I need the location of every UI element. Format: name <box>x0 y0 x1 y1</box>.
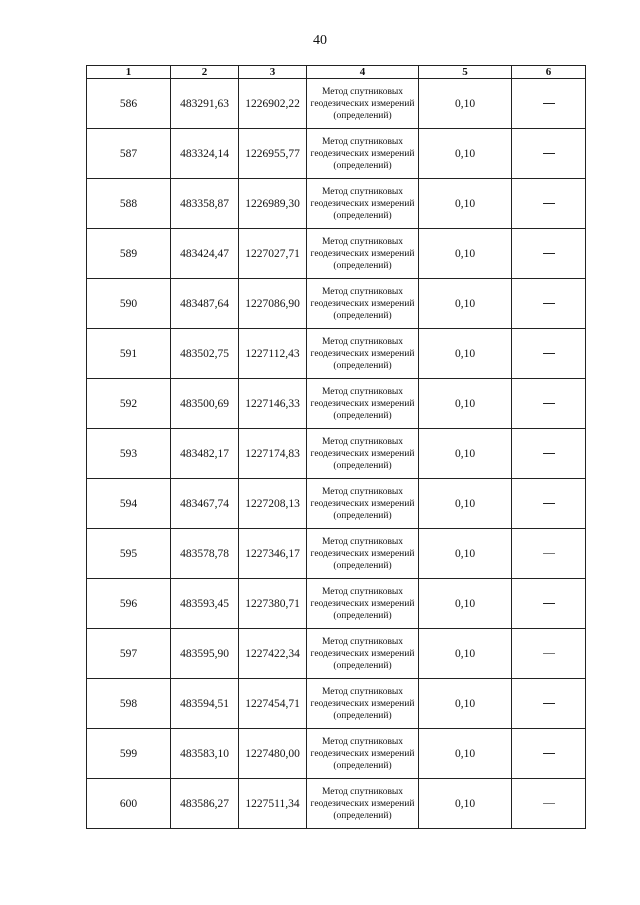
y-coordinate-cell: 1227174,83 <box>239 429 307 479</box>
dash-mark <box>543 503 555 504</box>
point-number-cell: 588 <box>87 179 171 229</box>
table-row <box>87 529 586 579</box>
x-coordinate-cell: 483586,27 <box>171 779 239 829</box>
column-header-3: 3 <box>239 66 307 79</box>
method-cell: Метод спутниковых геодезических измерений (определений) <box>307 479 419 529</box>
accuracy-cell: 0,10 <box>419 329 512 379</box>
method-cell: Метод спутниковых геодезических измерений (определений) <box>307 579 419 629</box>
point-number-cell: 587 <box>87 129 171 179</box>
x-coordinate-cell: 483500,69 <box>171 379 239 429</box>
point-number-cell: 598 <box>87 679 171 729</box>
point-number-cell: 592 <box>87 379 171 429</box>
method-cell: Метод спутниковых геодезических измерений (определений) <box>307 329 419 379</box>
table-row <box>87 329 586 379</box>
y-coordinate-cell: 1227454,71 <box>239 679 307 729</box>
dash-mark <box>543 103 555 104</box>
page-number: 40 <box>313 33 327 48</box>
y-coordinate-cell: 1227422,34 <box>239 629 307 679</box>
dash-mark <box>543 753 555 754</box>
x-coordinate-cell: 483595,90 <box>171 629 239 679</box>
method-cell: Метод спутниковых геодезических измерений (определений) <box>307 79 419 129</box>
point-number-cell: 595 <box>87 529 171 579</box>
note-cell <box>512 429 586 479</box>
y-coordinate-cell: 1226955,77 <box>239 129 307 179</box>
table-row <box>87 129 586 179</box>
accuracy-cell: 0,10 <box>419 179 512 229</box>
method-cell: Метод спутниковых геодезических измерений (определений) <box>307 129 419 179</box>
x-coordinate-cell: 483487,64 <box>171 279 239 329</box>
dash-mark <box>543 353 555 354</box>
method-cell: Метод спутниковых геодезических измерений (определений) <box>307 529 419 579</box>
table-row <box>87 279 586 329</box>
note-cell <box>512 129 586 179</box>
note-cell <box>512 579 586 629</box>
dash-mark <box>543 153 555 154</box>
point-number-cell: 596 <box>87 579 171 629</box>
method-cell: Метод спутниковых геодезических измерений (определений) <box>307 729 419 779</box>
method-cell: Метод спутниковых геодезических измерений (определений) <box>307 229 419 279</box>
x-coordinate-cell: 483593,45 <box>171 579 239 629</box>
note-cell <box>512 379 586 429</box>
dash-mark <box>543 253 555 254</box>
method-cell: Метод спутниковых геодезических измерений (определений) <box>307 179 419 229</box>
x-coordinate-cell: 483424,47 <box>171 229 239 279</box>
x-coordinate-cell: 483583,10 <box>171 729 239 779</box>
accuracy-cell: 0,10 <box>419 379 512 429</box>
dash-mark <box>543 603 555 604</box>
point-number-cell: 590 <box>87 279 171 329</box>
table-row <box>87 229 586 279</box>
y-coordinate-cell: 1226902,22 <box>239 79 307 129</box>
x-coordinate-cell: 483482,17 <box>171 429 239 479</box>
point-number-cell: 594 <box>87 479 171 529</box>
y-coordinate-cell: 1227511,34 <box>239 779 307 829</box>
point-number-cell: 599 <box>87 729 171 779</box>
dash-mark <box>543 203 555 204</box>
column-header-1: 1 <box>87 66 171 79</box>
column-header-6: 6 <box>512 66 586 79</box>
method-cell: Метод спутниковых геодезических измерений (определений) <box>307 279 419 329</box>
y-coordinate-cell: 1227112,43 <box>239 329 307 379</box>
x-coordinate-cell: 483594,51 <box>171 679 239 729</box>
method-cell: Метод спутниковых геодезических измерений (определений) <box>307 629 419 679</box>
note-cell <box>512 779 586 829</box>
note-cell <box>512 229 586 279</box>
table-row <box>87 429 586 479</box>
y-coordinate-cell: 1227027,71 <box>239 229 307 279</box>
method-cell: Метод спутниковых геодезических измерений (определений) <box>307 779 419 829</box>
note-cell <box>512 679 586 729</box>
y-coordinate-cell: 1227480,00 <box>239 729 307 779</box>
accuracy-cell: 0,10 <box>419 129 512 179</box>
dash-mark <box>543 653 555 654</box>
note-cell <box>512 179 586 229</box>
point-number-cell: 591 <box>87 329 171 379</box>
note-cell <box>512 279 586 329</box>
coordinates-table <box>86 65 586 829</box>
point-number-cell: 589 <box>87 229 171 279</box>
y-coordinate-cell: 1227146,33 <box>239 379 307 429</box>
dash-mark <box>543 803 555 804</box>
accuracy-cell: 0,10 <box>419 529 512 579</box>
x-coordinate-cell: 483502,75 <box>171 329 239 379</box>
point-number-cell: 593 <box>87 429 171 479</box>
column-header-2: 2 <box>171 66 239 79</box>
accuracy-cell: 0,10 <box>419 679 512 729</box>
accuracy-cell: 0,10 <box>419 729 512 779</box>
accuracy-cell: 0,10 <box>419 479 512 529</box>
y-coordinate-cell: 1227380,71 <box>239 579 307 629</box>
table-row <box>87 579 586 629</box>
accuracy-cell: 0,10 <box>419 79 512 129</box>
point-number-cell: 586 <box>87 79 171 129</box>
note-cell <box>512 79 586 129</box>
table-row <box>87 379 586 429</box>
note-cell <box>512 479 586 529</box>
accuracy-cell: 0,10 <box>419 429 512 479</box>
table-row <box>87 729 586 779</box>
table-row <box>87 479 586 529</box>
accuracy-cell: 0,10 <box>419 229 512 279</box>
header-row <box>87 66 586 79</box>
dash-mark <box>543 703 555 704</box>
table-row <box>87 179 586 229</box>
x-coordinate-cell: 483578,78 <box>171 529 239 579</box>
dash-mark <box>543 303 555 304</box>
column-header-4: 4 <box>307 66 419 79</box>
accuracy-cell: 0,10 <box>419 279 512 329</box>
dash-mark <box>543 453 555 454</box>
y-coordinate-cell: 1227086,90 <box>239 279 307 329</box>
point-number-cell: 597 <box>87 629 171 679</box>
x-coordinate-cell: 483291,63 <box>171 79 239 129</box>
x-coordinate-cell: 483467,74 <box>171 479 239 529</box>
method-cell: Метод спутниковых геодезических измерений (определений) <box>307 429 419 479</box>
table-row <box>87 79 586 129</box>
column-header-5: 5 <box>419 66 512 79</box>
point-number-cell: 600 <box>87 779 171 829</box>
table-row <box>87 679 586 729</box>
accuracy-cell: 0,10 <box>419 779 512 829</box>
note-cell <box>512 329 586 379</box>
dash-mark <box>543 553 555 554</box>
note-cell <box>512 629 586 679</box>
y-coordinate-cell: 1226989,30 <box>239 179 307 229</box>
y-coordinate-cell: 1227346,17 <box>239 529 307 579</box>
table-row <box>87 779 586 829</box>
x-coordinate-cell: 483358,87 <box>171 179 239 229</box>
accuracy-cell: 0,10 <box>419 629 512 679</box>
method-cell: Метод спутниковых геодезических измерений (определений) <box>307 379 419 429</box>
y-coordinate-cell: 1227208,13 <box>239 479 307 529</box>
dash-mark <box>543 403 555 404</box>
method-cell: Метод спутниковых геодезических измерений (определений) <box>307 679 419 729</box>
note-cell <box>512 729 586 779</box>
x-coordinate-cell: 483324,14 <box>171 129 239 179</box>
note-cell <box>512 529 586 579</box>
table-row <box>87 629 586 679</box>
accuracy-cell: 0,10 <box>419 579 512 629</box>
